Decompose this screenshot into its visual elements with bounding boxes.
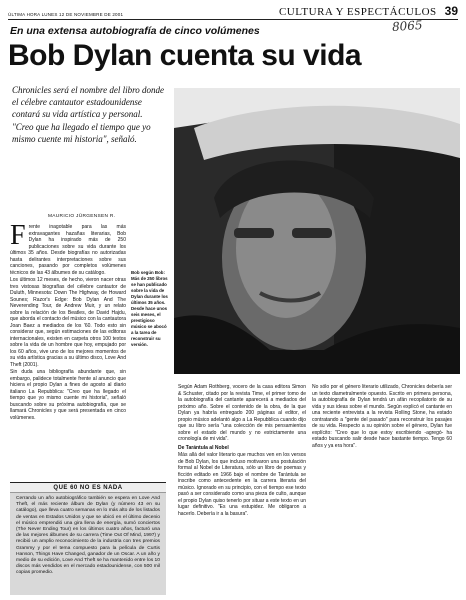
subheading: De Tarántula al Nobel	[178, 444, 229, 451]
paragraph: Más allá del valor literario que muchos ven en los versos de Bob Dylan, los que incluso motivaron una postulación formal al Nobel de Literatura, sólo un libro de poemas y ficción editado en 1966 bajo el nombre de Tarántula se inscribe como antecedente en la carrera literaria del músico. Ignorado en su principio, con el tiempo ese texto pasó a ser considerado como una pieza de culto, aunque el propio Dylan quiso tenerlo por situar a este texto en un lugar definitivo. "Es una estupidez. Me obligaron a hacerlo. Debería ir a la basura".	[178, 452, 306, 517]
paragraph: rente inagotable para las más extravagantes hazañas literarias, Bob Dylan ha inspirado más de 250 publicaciones sobre su vida durante los últimos 35 años. Desde biografías no autorizadas hasta delirantes interpretaciones sobre sus canciones, pasando por completos volúmenes técnicos de las 43 álbumes de su catálogo.	[10, 224, 126, 276]
bob-dylan-photo	[174, 88, 460, 374]
sidebar-box	[10, 482, 166, 596]
section-name: CULTURA Y ESPECTÁCULOS	[278, 6, 437, 18]
lede: Chronicles será el nombre del libro donde el célebre cantautor estadounidense contará su vida artística y personal. "Creo que ha llegado el tiempo que yo mismo cuente mi historia", señaló.	[12, 85, 164, 144]
sidebar-body: Cerrando un año autobiográfico también se espera en Love And Theft, el más reciente álbum de Dylan (y número 43 en su catálogo), que lleva cuatro semanas en lo más alto de los listados de ventas en Estados Unidos y que se ubicó en el último decenio el músico emprendió una gira llena de energía, sumó conciertos (The Never Ending Tour) en los últimos cuatro años, facturó una de las mejores álbumes de su carrera (Time Out Of Mind, 1997) y recibió un amplio reconocimiento de la industria con tres premios Grammy y por el tema compuesto para la película de Curtis Hanson, Things Have Changed, ganador de un Oscar. A un año y medio de su edición, Love And Theft se ha mantenido entre los 10 discos más vendidos en el mercado estadounidense, con 500 mil copias promedio.	[10, 493, 166, 595]
page-number: 39	[444, 4, 458, 18]
kicker: En una extensa autobiografía de cinco volúmenes	[10, 25, 260, 37]
photo-caption: Bob según Bob: Más de 250 libros se han publicado sobre la vida de Dylan durante los últimos 35 años. Desde hace unos seis meses, el prestigioso músico se abocó a la tarea de reconstruir su versión.	[131, 270, 168, 347]
byline: MAURICIO JÜRGENSEN R.	[48, 214, 116, 219]
article-column-2	[178, 384, 306, 590]
portrait-image	[174, 88, 460, 374]
paragraph: Los últimos 12 meses, de hecho, vieron nacer otras tres vistosas biografías del célebre cantautor de Duluth, Minnesota: Down The Highway, de Howard Sounes; Razor's Edge: Bob Dylan And The Neverending Tour, de Andrew Muir, y un relato sobre la relación de los Beatles, de David Hajdu, que aborda el contacto del músico con la cantautora Joan Baez a mediados de los '60. Todo esto sin considerar que, según estimaciones de las editoras internacionales, existen en carpeta otros 100 textos sobre la vida de un hombre que hoy, empujado por los 60 años, vive uno de los mejores momentos de su vida artística gracias a su último disco, Love And Theft (2001).	[10, 277, 126, 368]
article-column-3	[312, 384, 452, 590]
sidebar-title: QUE 60 NO ES NADA	[10, 483, 166, 493]
paragraph: Sin duda una bibliografía abundante que, sin embargo, palidece totalmente frente al anuncio que hiciera el propio Dylan a fines de agosto al diario italiano La Repubblica: "Creo que ha llegado el tiempo que yo mismo cuente mi historia", señaló buscando sobre su próxima autobiografía, que se llamará Chronicles y que será presentada en cinco volúmenes.	[10, 369, 126, 421]
page-header	[8, 4, 458, 20]
dropcap: F	[10, 224, 26, 251]
headline: Bob Dylan cuenta su vida	[8, 39, 362, 72]
header-right	[279, 4, 458, 19]
handwritten-note: 8065	[391, 17, 423, 35]
article-column-1	[10, 224, 126, 474]
header-date: ÚLTIMA HORA LUNES 12 DE NOVIEMBRE DE 2001	[8, 12, 124, 17]
paragraph: Según Adam Rothberg, vocero de la casa editora Simon & Schuster, citado por la revista Time, el primer tomo de la autobiografía del cantante aparecerá a mediados del próximo año. Sobre el contenido de la obra, de la que Dylan ya habría entregado 200 páginas al editor, el propio músico adelantó algo a La Repubblica cuando dijo que su libro sería "una colección de mis pensamientos sobre el estado del mundo y no estrictamente una cronología de mi vida".	[178, 384, 306, 442]
paragraph: No sólo por el género literario utilizado, Chronicles debería ser un texto diametralmente opuesto. Escrito en primera persona, la autobiografía de Dylan tendrá un afán recopilatorio de su vida y sus ideas sobre el mundo. Según explicó el cantante en una reciente entrevista a la revista Rolling Stone, ha estado contratando a "gente del pasado" para reconstruir los pasajes de su vida. Respecto a su opinión sobre el género, Dylan fue explícito: "Creo que lo que estoy escribiendo -agregó- ha estado buscando salir desde hace bastante tiempo. Tengo 60 años y ya era hora".	[312, 384, 452, 449]
